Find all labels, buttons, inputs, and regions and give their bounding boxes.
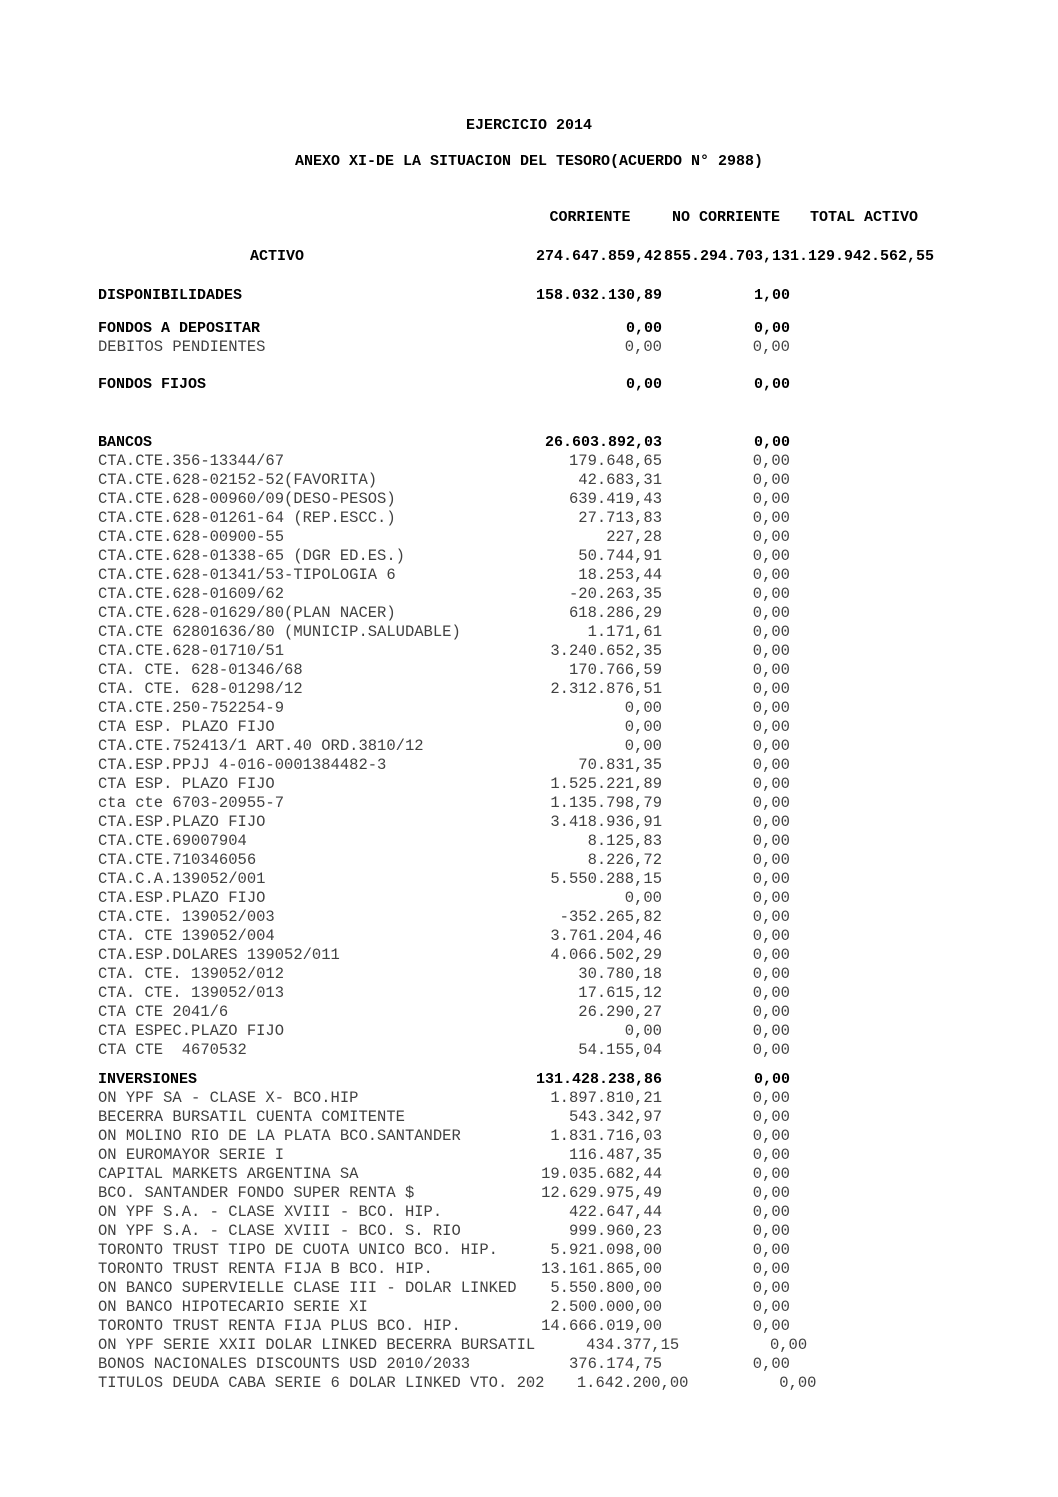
- document-titles: [0, 0, 1058, 172]
- row-corriente: 27.713,83: [578, 509, 662, 527]
- sections: [98, 286, 938, 1393]
- row-no-corriente: 0,00: [752, 889, 790, 907]
- row-corriente: 50.744,91: [578, 547, 662, 565]
- section-header-row: [98, 433, 938, 452]
- row-label: CTA ESPEC.PLAZO FIJO: [98, 1022, 285, 1040]
- row-corriente: 0,00: [624, 889, 662, 907]
- row-label: INVERSIONES: [98, 1071, 198, 1088]
- row-corriente: 999.960,23: [568, 1222, 662, 1240]
- row-corriente: 30.780,18: [578, 965, 662, 983]
- row-no-corriente: 0,00: [752, 1108, 790, 1126]
- row-label: CTA. CTE. 628-01346/68: [98, 661, 303, 679]
- row-label: CTA. CTE. 139052/012: [98, 965, 285, 983]
- row-no-corriente: 0,00: [752, 1127, 790, 1145]
- row-corriente: -20.263,35: [568, 585, 662, 603]
- row-corriente: 4.066.502,29: [550, 946, 662, 964]
- detail-row: [98, 756, 938, 775]
- section-header-row: [98, 286, 938, 305]
- row-corriente: 422.647,44: [568, 1203, 662, 1221]
- row-no-corriente: 0,00: [752, 452, 790, 470]
- detail-row: [98, 832, 938, 851]
- row-no-corriente: 0,00: [752, 1003, 790, 1021]
- row-label: ON YPF S.A. - CLASE XVIII - BCO. HIP.: [98, 1203, 443, 1221]
- row-label: cta cte 6703-20955-7: [98, 794, 285, 812]
- detail-row: [98, 1108, 938, 1127]
- detail-row: [98, 1279, 938, 1298]
- detail-row: [98, 1146, 938, 1165]
- row-no-corriente: 0,00: [752, 832, 790, 850]
- row-label: TORONTO TRUST RENTA FIJA B BCO. HIP.: [98, 1260, 433, 1278]
- row-corriente: 3.418.936,91: [550, 813, 662, 831]
- row-no-corriente: 0,00: [752, 623, 790, 641]
- detail-row: [98, 1374, 938, 1393]
- row-no-corriente: 0,00: [752, 1317, 790, 1335]
- column-header-no-corriente: NO CORRIENTE: [671, 209, 781, 226]
- row-label: CTA.CTE. 139052/003: [98, 908, 275, 926]
- row-no-corriente: 0,00: [752, 1022, 790, 1040]
- row-no-corriente: 0,00: [752, 851, 790, 869]
- row-corriente: 2.312.876,51: [550, 680, 662, 698]
- row-label: DISPONIBILIDADES: [98, 287, 243, 304]
- row-no-corriente: 0,00: [752, 908, 790, 926]
- detail-row: [98, 1317, 938, 1336]
- detail-row: [98, 965, 938, 984]
- row-corriente: 17.615,12: [578, 984, 662, 1002]
- row-label: CTA.CTE.628-01609/62: [98, 585, 285, 603]
- detail-row: [98, 1041, 938, 1060]
- row-no-corriente: 0,00: [752, 1260, 790, 1278]
- row-corriente: 376.174,75: [568, 1355, 662, 1373]
- row-no-corriente: 0,00: [752, 1184, 790, 1202]
- detail-row: [98, 794, 938, 813]
- detail-row: [98, 528, 938, 547]
- row-no-corriente: 0,00: [752, 661, 790, 679]
- row-no-corriente: 0,00: [752, 528, 790, 546]
- row-corriente: 1.135.798,79: [550, 794, 662, 812]
- row-no-corriente: 0,00: [752, 1298, 790, 1316]
- table-header-row: [98, 208, 938, 227]
- row-corriente: 3.240.652,35: [550, 642, 662, 660]
- row-corriente: 3.761.204,46: [550, 927, 662, 945]
- row-label: TORONTO TRUST TIPO DE CUOTA UNICO BCO. HIP.: [98, 1241, 498, 1259]
- row-corriente: 116.487,35: [568, 1146, 662, 1164]
- row-no-corriente: 0,00: [752, 870, 790, 888]
- detail-row: [98, 699, 938, 718]
- row-label: CTA.CTE.752413/1 ART.40 ORD.3810/12: [98, 737, 424, 755]
- column-header-corriente: CORRIENTE: [549, 209, 631, 226]
- section-inversiones: [98, 1070, 938, 1393]
- row-no-corriente: 0,00: [752, 1089, 790, 1107]
- row-corriente: 26.290,27: [578, 1003, 662, 1021]
- activo-label: ACTIVO: [250, 248, 305, 265]
- page-subtitle: ANEXO XI-DE LA SITUACION DEL TESORO(ACUERDO N° 2988): [294, 153, 764, 170]
- row-corriente: 179.648,65: [568, 452, 662, 470]
- row-label: CTA CTE 2041/6: [98, 1003, 229, 1021]
- row-corriente: 1.897.810,21: [550, 1089, 662, 1107]
- row-corriente: 0,00: [624, 1022, 662, 1040]
- row-corriente: 42.683,31: [578, 471, 662, 489]
- row-corriente: 12.629.975,49: [541, 1184, 662, 1202]
- row-corriente: 70.831,35: [578, 756, 662, 774]
- row-no-corriente: 0,00: [752, 775, 790, 793]
- row-label: CTA.CTE.356-13344/67: [98, 452, 285, 470]
- row-no-corriente: 0,00: [769, 1336, 808, 1354]
- row-no-corriente: 0,00: [752, 756, 790, 774]
- row-no-corriente: 0,00: [752, 509, 790, 527]
- detail-row: [98, 946, 938, 965]
- row-label: CTA.CTE.628-01341/53-TIPOLOGIA 6: [98, 566, 396, 584]
- row-no-corriente: 1,00: [753, 287, 790, 304]
- section-fondos-fijos: [98, 375, 938, 394]
- row-no-corriente: 0,00: [752, 566, 790, 584]
- row-label: CTA.ESP.PLAZO FIJO: [98, 889, 266, 907]
- detail-row: [98, 585, 938, 604]
- detail-row: [98, 509, 938, 528]
- detail-row: [98, 718, 938, 737]
- section-header-row: [98, 375, 938, 394]
- activo-no-corriente: 855.294.703,13: [663, 248, 790, 265]
- detail-row: [98, 1298, 938, 1317]
- row-corriente: 8.226,72: [587, 851, 662, 869]
- row-label: CTA.CTE.628-00960/09(DESO-PESOS): [98, 490, 396, 508]
- row-no-corriente: 0,00: [753, 376, 790, 393]
- row-label: CTA.CTE.628-00900-55: [98, 528, 285, 546]
- row-corriente: 1.642.200,00: [576, 1374, 689, 1392]
- row-no-corriente: 0,00: [752, 1279, 790, 1297]
- row-no-corriente: 0,00: [752, 965, 790, 983]
- row-label: CTA.ESP.PLAZO FIJO: [98, 813, 266, 831]
- detail-row: [98, 1022, 938, 1041]
- row-corriente: -352.265,82: [559, 908, 662, 926]
- row-no-corriente: 0,00: [752, 737, 790, 755]
- row-corriente: 18.253,44: [578, 566, 662, 584]
- activo-corriente: 274.647.859,42: [535, 248, 662, 265]
- row-no-corriente: 0,00: [752, 1146, 790, 1164]
- balance-table: [98, 208, 938, 1393]
- detail-row: [98, 661, 938, 680]
- detail-row: [98, 452, 938, 471]
- row-label: CTA ESP. PLAZO FIJO: [98, 775, 275, 793]
- row-corriente: 639.419,43: [568, 490, 662, 508]
- row-corriente: 618.286,29: [568, 604, 662, 622]
- row-corriente: 0,00: [624, 699, 662, 717]
- detail-row: [98, 984, 938, 1003]
- detail-row: [98, 1003, 938, 1022]
- row-label: CTA.CTE.250-752254-9: [98, 699, 285, 717]
- row-label: TORONTO TRUST RENTA FIJA PLUS BCO. HIP.: [98, 1317, 461, 1335]
- row-label: CTA.CTE.628-01261-64 (REP.ESCC.): [98, 509, 396, 527]
- detail-row: [98, 471, 938, 490]
- row-corriente: 1.171,61: [587, 623, 662, 641]
- row-corriente: 227,28: [606, 528, 662, 546]
- row-corriente: 1.525.221,89: [550, 775, 662, 793]
- detail-row: [98, 642, 938, 661]
- detail-row: [98, 1355, 938, 1374]
- row-label: ON YPF S.A. - CLASE XVIII - BCO. S. RIO: [98, 1222, 461, 1240]
- detail-row: [98, 889, 938, 908]
- page-title: EJERCICIO 2014: [465, 117, 593, 134]
- row-no-corriente: 0,00: [752, 1241, 790, 1259]
- row-no-corriente: 0,00: [753, 434, 790, 451]
- detail-row: [98, 1222, 938, 1241]
- detail-row: [98, 490, 938, 509]
- row-corriente: 5.921.098,00: [550, 1241, 662, 1259]
- row-label: ON YPF SA - CLASE X- BCO.HIP: [98, 1089, 359, 1107]
- detail-row: [98, 1336, 938, 1355]
- row-corriente: 0,00: [625, 320, 662, 337]
- row-corriente: 5.550.800,00: [550, 1279, 662, 1297]
- row-corriente: 2.500.000,00: [550, 1298, 662, 1316]
- row-label: ON EUROMAYOR SERIE I: [98, 1146, 285, 1164]
- detail-row: [98, 680, 938, 699]
- row-label: CTA.CTE.628-01338-65 (DGR ED.ES.): [98, 547, 405, 565]
- row-no-corriente: 0,00: [752, 338, 790, 356]
- row-corriente: 14.666.019,00: [541, 1317, 662, 1335]
- row-label: BECERRA BURSATIL CUENTA COMITENTE: [98, 1108, 405, 1126]
- activo-row: [98, 247, 938, 266]
- row-no-corriente: 0,00: [752, 642, 790, 660]
- row-no-corriente: 0,00: [752, 585, 790, 603]
- row-label: TITULOS DEUDA CABA SERIE 6 DOLAR LINKED VTO. 202: [98, 1374, 545, 1392]
- row-label: CTA ESP. PLAZO FIJO: [98, 718, 275, 736]
- row-corriente: 54.155,04: [578, 1041, 662, 1059]
- row-corriente: 19.035.682,44: [541, 1165, 662, 1183]
- row-label: CTA.CTE.69007904: [98, 832, 247, 850]
- row-corriente: 131.428.238,86: [535, 1071, 662, 1088]
- row-corriente: 434.377,15: [586, 1336, 680, 1354]
- row-corriente: 5.550.288,15: [550, 870, 662, 888]
- detail-row: [98, 1260, 938, 1279]
- row-no-corriente: 0,00: [752, 927, 790, 945]
- row-label: ON BANCO HIPOTECARIO SERIE XI: [98, 1298, 368, 1316]
- row-no-corriente: 0,00: [752, 490, 790, 508]
- detail-row: [98, 338, 938, 357]
- row-no-corriente: 0,00: [752, 718, 790, 736]
- row-label: ON MOLINO RIO DE LA PLATA BCO.SANTANDER: [98, 1127, 461, 1145]
- row-no-corriente: 0,00: [752, 984, 790, 1002]
- row-no-corriente: 0,00: [752, 680, 790, 698]
- detail-row: [98, 547, 938, 566]
- row-no-corriente: 0,00: [752, 547, 790, 565]
- row-corriente: 1.831.716,03: [550, 1127, 662, 1145]
- row-label: BANCOS: [98, 434, 153, 451]
- row-label: DEBITOS PENDIENTES: [98, 338, 266, 356]
- row-no-corriente: 0,00: [753, 1071, 790, 1088]
- row-corriente: 0,00: [624, 737, 662, 755]
- detail-row: [98, 1165, 938, 1184]
- row-label: CTA.CTE.628-01710/51: [98, 642, 285, 660]
- row-no-corriente: 0,00: [779, 1374, 817, 1392]
- row-corriente: 26.603.892,03: [544, 434, 662, 451]
- row-no-corriente: 0,00: [752, 1041, 790, 1059]
- row-label: CTA.ESP.DOLARES 139052/011: [98, 946, 340, 964]
- column-header-total-activo: TOTAL ACTIVO: [809, 209, 919, 226]
- detail-row: [98, 604, 938, 623]
- section-bancos: [98, 433, 938, 1060]
- row-corriente: 0,00: [624, 718, 662, 736]
- row-no-corriente: 0,00: [752, 1355, 790, 1373]
- row-corriente: 170.766,59: [568, 661, 662, 679]
- row-no-corriente: 0,00: [752, 813, 790, 831]
- row-no-corriente: 0,00: [752, 604, 790, 622]
- row-label: ON YPF SERIE XXII DOLAR LINKED BECERRA BURSATIL: [98, 1336, 536, 1354]
- detail-row: [98, 870, 938, 889]
- detail-row: [98, 775, 938, 794]
- section-header-row: [98, 1070, 938, 1089]
- row-label: CTA. CTE. 139052/013: [98, 984, 285, 1002]
- row-label: CTA. CTE 139052/004: [98, 927, 275, 945]
- section-fondos-a-depositar: [98, 319, 938, 357]
- row-corriente: 13.161.865,00: [541, 1260, 662, 1278]
- row-corriente: 543.342,97: [568, 1108, 662, 1126]
- detail-row: [98, 908, 938, 927]
- detail-row: [98, 623, 938, 642]
- detail-row: [98, 1089, 938, 1108]
- row-no-corriente: 0,00: [752, 699, 790, 717]
- detail-row: [98, 851, 938, 870]
- row-no-corriente: 0,00: [752, 471, 790, 489]
- activo-total: 1.129.942.562,55: [790, 248, 935, 265]
- section-disponibilidades: [98, 286, 938, 305]
- row-label: CTA.ESP.PPJJ 4-016-0001384482-3: [98, 756, 387, 774]
- detail-row: [98, 813, 938, 832]
- row-corriente: 0,00: [625, 376, 662, 393]
- detail-row: [98, 927, 938, 946]
- row-no-corriente: 0,00: [752, 1222, 790, 1240]
- row-label: CTA.CTE.628-02152-52(FAVORITA): [98, 471, 378, 489]
- row-label: BCO. SANTANDER FONDO SUPER RENTA $: [98, 1184, 415, 1202]
- row-no-corriente: 0,00: [752, 946, 790, 964]
- row-label: BONOS NACIONALES DISCOUNTS USD 2010/2033: [98, 1355, 471, 1373]
- row-corriente: 0,00: [624, 338, 662, 356]
- row-corriente: 158.032.130,89: [535, 287, 662, 304]
- row-label: CAPITAL MARKETS ARGENTINA SA: [98, 1165, 359, 1183]
- row-label: CTA. CTE. 628-01298/12: [98, 680, 303, 698]
- row-no-corriente: 0,00: [752, 794, 790, 812]
- row-no-corriente: 0,00: [752, 1203, 790, 1221]
- detail-row: [98, 737, 938, 756]
- detail-row: [98, 1241, 938, 1260]
- detail-row: [98, 1184, 938, 1203]
- row-label: FONDOS FIJOS: [98, 376, 207, 393]
- row-no-corriente: 0,00: [753, 320, 790, 337]
- row-label: CTA.CTE.710346056: [98, 851, 257, 869]
- section-header-row: [98, 319, 938, 338]
- row-label: ON BANCO SUPERVIELLE CLASE III - DOLAR LINKED: [98, 1279, 517, 1297]
- row-label: CTA CTE 4670532: [98, 1041, 247, 1059]
- detail-row: [98, 1127, 938, 1146]
- row-label: CTA.CTE.628-01629/80(PLAN NACER): [98, 604, 396, 622]
- row-no-corriente: 0,00: [752, 1165, 790, 1183]
- row-label: FONDOS A DEPOSITAR: [98, 320, 261, 337]
- detail-row: [98, 566, 938, 585]
- row-label: CTA.CTE 62801636/80 (MUNICIP.SALUDABLE): [98, 623, 461, 641]
- row-label: CTA.C.A.139052/001: [98, 870, 266, 888]
- row-corriente: 8.125,83: [587, 832, 662, 850]
- detail-row: [98, 1203, 938, 1222]
